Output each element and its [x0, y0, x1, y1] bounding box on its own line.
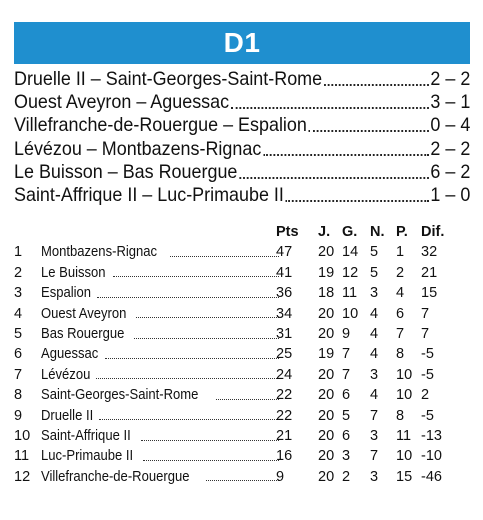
played-cell: 20 [318, 427, 335, 444]
team-cell [41, 242, 281, 262]
team-name: Villefranche-de-Rouergue [41, 468, 190, 485]
drawn-cell: 3 [370, 366, 379, 383]
pts-cell: 31 [276, 325, 293, 342]
goal-diff-cell: -5 [421, 407, 434, 424]
standings-table [14, 222, 470, 487]
lost-cell: 11 [396, 427, 412, 444]
result-row [14, 138, 470, 161]
leader-dots [206, 479, 279, 481]
won-cell: 12 [342, 264, 359, 281]
drawn-cell: 3 [370, 468, 379, 485]
col-header-g: G. [342, 224, 358, 240]
result-row [14, 91, 470, 114]
result-row [14, 184, 470, 207]
rank-cell: 10 [14, 427, 31, 444]
pts-cell: 21 [276, 427, 293, 444]
rank-cell: 7 [14, 366, 23, 383]
team-name: Saint-Georges-Saint-Rome [41, 387, 199, 404]
lost-cell: 15 [396, 468, 413, 485]
team-cell [41, 304, 281, 324]
won-cell: 2 [342, 468, 351, 485]
team-cell [41, 385, 281, 405]
drawn-cell: 4 [370, 325, 379, 342]
team-cell [41, 406, 281, 426]
pts-cell: 22 [276, 387, 293, 404]
played-cell: 19 [318, 346, 335, 363]
leader-dots [96, 377, 279, 379]
played-cell: 20 [318, 387, 335, 404]
team-cell [41, 426, 281, 446]
leader-dots [239, 176, 428, 179]
drawn-cell: 4 [370, 387, 379, 404]
won-cell: 14 [342, 244, 359, 261]
lost-cell: 8 [396, 346, 405, 363]
lost-cell: 7 [396, 325, 405, 342]
team-name: Lévézou [41, 366, 91, 383]
played-cell: 20 [318, 244, 335, 261]
pts-cell: 22 [276, 407, 293, 424]
table-row [14, 304, 470, 324]
pts-cell: 25 [276, 346, 293, 363]
table-row [14, 385, 470, 405]
team-name: Saint-Affrique II [41, 427, 131, 444]
team-name: Montbazens-Rignac [41, 244, 158, 261]
rank-cell: 12 [14, 468, 31, 485]
result-score: 3 – 1 [430, 91, 471, 114]
lost-cell: 8 [396, 407, 405, 424]
won-cell: 6 [342, 387, 351, 404]
team-cell [41, 446, 281, 466]
drawn-cell: 7 [370, 448, 379, 465]
pts-cell: 9 [276, 468, 285, 485]
goal-diff-cell: -46 [421, 468, 442, 485]
results-list [14, 68, 470, 207]
drawn-cell: 3 [370, 427, 379, 444]
lost-cell: 10 [396, 448, 413, 465]
rank-cell: 6 [14, 346, 23, 363]
pts-cell: 47 [276, 244, 293, 261]
col-header-j: J. [318, 224, 331, 240]
table-row [14, 406, 470, 426]
lost-cell: 6 [396, 305, 405, 322]
col-header-p: P. [396, 224, 408, 240]
table-row [14, 426, 470, 446]
result-row [14, 68, 470, 91]
leader-dots [324, 83, 429, 86]
team-cell [41, 283, 281, 303]
goal-diff-cell: 7 [421, 305, 430, 322]
played-cell: 20 [318, 366, 335, 383]
pts-cell: 36 [276, 285, 293, 302]
result-match: Villefranche-de-Rouergue – Espalion [14, 114, 307, 137]
lost-cell: 1 [396, 244, 405, 261]
result-score: 1 – 0 [430, 183, 471, 206]
team-name: Ouest Aveyron [41, 305, 127, 322]
won-cell: 11 [342, 285, 358, 302]
rank-cell: 8 [14, 387, 23, 404]
lost-cell: 10 [396, 366, 413, 383]
goal-diff-cell: -5 [421, 346, 434, 363]
rank-cell: 2 [14, 264, 23, 281]
division-title: D1 [223, 27, 261, 58]
result-row [14, 114, 470, 137]
won-cell: 10 [342, 305, 359, 322]
team-name: Luc-Primaube II [41, 448, 134, 465]
drawn-cell: 5 [370, 264, 379, 281]
goal-diff-cell: -13 [421, 427, 442, 444]
team-cell [41, 344, 281, 364]
rank-cell: 1 [14, 244, 23, 261]
won-cell: 3 [342, 448, 351, 465]
leader-dots [231, 106, 429, 109]
standings-rows [14, 242, 470, 487]
played-cell: 20 [318, 305, 335, 322]
team-cell [41, 263, 281, 283]
leader-dots [170, 255, 279, 257]
leader-dots [216, 398, 279, 400]
rank-cell: 5 [14, 325, 23, 342]
goal-diff-cell: -10 [421, 448, 442, 465]
col-header-pts: Pts [276, 224, 299, 240]
standings-header-row [14, 222, 470, 242]
played-cell: 19 [318, 264, 335, 281]
rank-cell: 11 [14, 448, 30, 465]
goal-diff-cell: 32 [421, 244, 438, 261]
won-cell: 7 [342, 346, 351, 363]
leader-dots [143, 459, 279, 461]
team-cell [41, 467, 281, 487]
team-name: Bas Rouergue [41, 325, 125, 342]
rank-cell: 9 [14, 407, 23, 424]
leader-dots [136, 316, 279, 318]
goal-diff-cell: 21 [421, 264, 438, 281]
won-cell: 5 [342, 407, 351, 424]
goal-diff-cell: 15 [421, 285, 438, 302]
goal-diff-cell: -5 [421, 366, 434, 383]
pts-cell: 16 [276, 448, 293, 465]
result-score: 2 – 2 [430, 68, 471, 90]
result-match: Saint-Affrique II – Luc-Primaube II [14, 183, 284, 206]
drawn-cell: 4 [370, 305, 379, 322]
pts-cell: 41 [276, 264, 293, 281]
played-cell: 20 [318, 407, 335, 424]
team-cell [41, 365, 281, 385]
leader-dots [99, 418, 279, 420]
result-score: 2 – 2 [430, 137, 471, 160]
team-name: Espalion [41, 285, 92, 302]
table-row [14, 365, 470, 385]
table-row [14, 263, 470, 283]
drawn-cell: 3 [370, 285, 379, 302]
table-row [14, 344, 470, 364]
rank-cell: 4 [14, 305, 23, 322]
won-cell: 7 [342, 366, 351, 383]
table-row [14, 324, 470, 344]
table-row [14, 467, 470, 487]
team-cell [41, 324, 281, 344]
result-score: 0 – 4 [430, 114, 471, 137]
leader-dots [309, 129, 429, 132]
lost-cell: 10 [396, 387, 413, 404]
leader-dots [97, 296, 279, 298]
goal-diff-cell: 7 [421, 325, 430, 342]
table-row [14, 283, 470, 303]
played-cell: 18 [318, 285, 335, 302]
team-name: Druelle II [41, 407, 94, 424]
lost-cell: 2 [396, 264, 405, 281]
result-match: Lévézou – Montbazens-Rignac [14, 137, 262, 160]
team-name: Le Buisson [41, 264, 106, 281]
won-cell: 9 [342, 325, 351, 342]
leader-dots [134, 337, 279, 339]
table-row [14, 242, 470, 262]
leader-dots [113, 275, 279, 277]
result-match: Ouest Aveyron – Aguessac [14, 91, 230, 114]
lost-cell: 4 [396, 285, 405, 302]
pts-cell: 34 [276, 305, 293, 322]
col-header-dif: Dif. [421, 224, 445, 240]
played-cell: 20 [318, 468, 335, 485]
goal-diff-cell: 2 [421, 387, 430, 404]
result-match: Druelle II – Saint-Georges-Saint-Rome [14, 68, 323, 90]
drawn-cell: 4 [370, 346, 379, 363]
played-cell: 20 [318, 448, 335, 465]
leader-dots [286, 199, 429, 202]
won-cell: 6 [342, 427, 351, 444]
leader-dots [263, 153, 428, 156]
drawn-cell: 7 [370, 407, 379, 424]
result-row [14, 161, 470, 184]
drawn-cell: 5 [370, 244, 379, 261]
result-score: 6 – 2 [430, 160, 471, 183]
division-header [14, 22, 470, 64]
leader-dots [141, 439, 279, 441]
rank-cell: 3 [14, 285, 23, 302]
result-match: Le Buisson – Bas Rouergue [14, 160, 238, 183]
leader-dots [105, 357, 279, 359]
col-header-n: N. [370, 224, 385, 240]
pts-cell: 24 [276, 366, 293, 383]
team-name: Aguessac [41, 346, 99, 363]
table-row [14, 446, 470, 466]
played-cell: 20 [318, 325, 335, 342]
